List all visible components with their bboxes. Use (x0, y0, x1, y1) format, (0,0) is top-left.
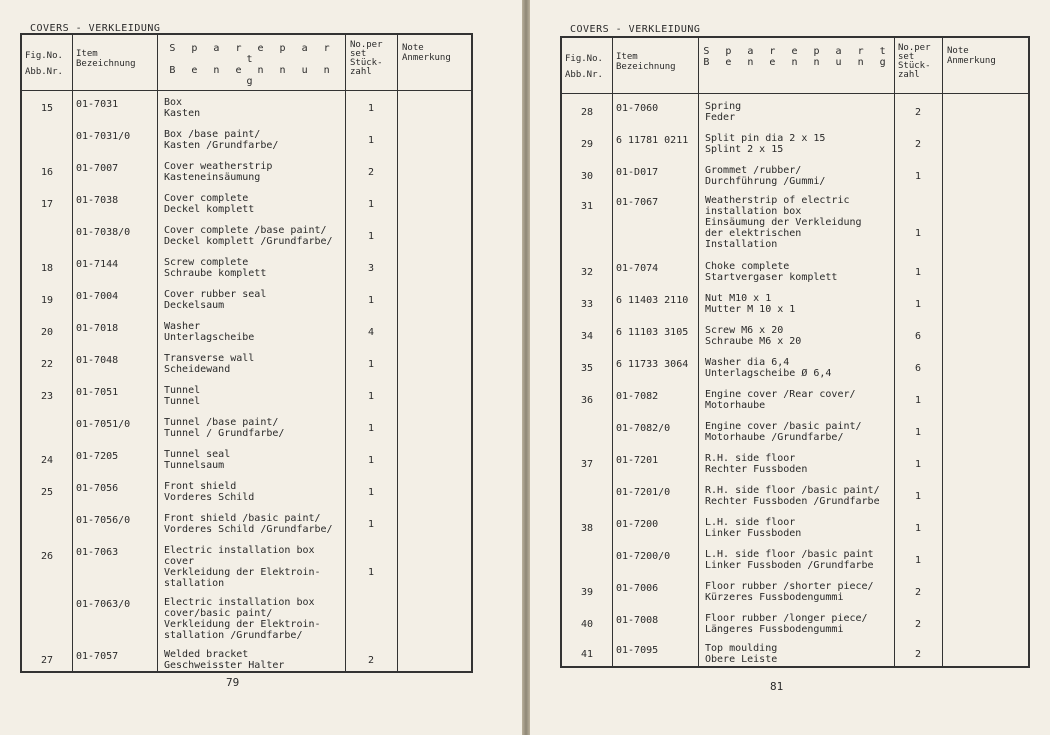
header-abb-label: Abb.Nr. (25, 67, 63, 77)
quantity: 3 (367, 263, 375, 274)
part-description: Welded bracket Geschweisster Halter (164, 649, 285, 671)
item-number: 01-7200 (616, 519, 659, 530)
part-description: Split pin dia 2 x 15 Splint 2 x 15 (705, 133, 826, 155)
part-description: Box Kasten (164, 97, 201, 119)
header-spare-de-label: B e n e n n u n g (703, 57, 891, 68)
fig-number: 28 (580, 107, 594, 118)
item-number: 01-7144 (76, 259, 119, 270)
fig-number: 38 (580, 523, 594, 534)
item-number: 01-7095 (616, 645, 659, 656)
quantity: 1 (367, 423, 375, 434)
header-note-de-label: Anmerkung (402, 53, 451, 63)
quantity: 1 (367, 295, 375, 306)
header-qty-line: Stück- (350, 58, 383, 68)
header-fig (25, 51, 63, 77)
header-abb-label: Abb.Nr. (565, 70, 603, 80)
part-description: Tunnel seal Tunnelsaum (164, 449, 231, 471)
header-spare-label: S p a r e p a r t (703, 46, 891, 57)
quantity: 1 (914, 555, 922, 566)
quantity: 6 (914, 331, 922, 342)
quantity: 2 (914, 107, 922, 118)
item-number: 01-7082/0 (616, 423, 671, 434)
header-qty-line: No.per (898, 43, 931, 53)
fig-number: 19 (40, 295, 54, 306)
item-number: 01-7051/0 (76, 419, 131, 430)
item-number: 01-7067 (616, 197, 659, 208)
header-note-label: Note (402, 43, 424, 53)
header-qty (350, 41, 383, 77)
part-description: R.H. side floor Rechter Fussboden (705, 453, 808, 475)
quantity: 1 (914, 395, 922, 406)
header-item-label: Item (616, 52, 638, 62)
section-title: COVERS - VERKLEIDUNG (570, 24, 701, 35)
quantity: 1 (914, 491, 922, 502)
header-spare-de-label: B e n e n n u n g (169, 65, 335, 87)
header-spare-part (162, 43, 342, 87)
quantity: 2 (914, 587, 922, 598)
quantity: 1 (914, 171, 922, 182)
part-description: Grommet /rubber/ Durchführung /Gummi/ (705, 165, 826, 187)
fig-number: 37 (580, 459, 594, 470)
fig-number: 15 (40, 103, 54, 114)
part-description: Screw complete Schraube komplett (164, 257, 267, 279)
part-description: Front shield Vorderes Schild (164, 481, 255, 503)
quantity: 1 (367, 519, 375, 530)
part-description: Spring Feder (705, 101, 742, 123)
fig-number: 35 (580, 363, 594, 374)
item-number: 01-7200/0 (616, 551, 671, 562)
item-number: 01-7004 (76, 291, 119, 302)
parts-table (560, 36, 1030, 668)
item-number: 01-7051 (76, 387, 119, 398)
quantity: 1 (367, 231, 375, 242)
fig-number: 22 (40, 359, 54, 370)
item-number: 01-7205 (76, 451, 119, 462)
header-item (616, 52, 676, 72)
book-gutter (522, 0, 530, 735)
quantity: 1 (367, 391, 375, 402)
table-body (562, 95, 1028, 666)
part-description: Electric installation box cover Verkleidung der Elektroin- stallation (164, 545, 321, 589)
item-number: 01-7056/0 (76, 515, 131, 526)
quantity: 1 (367, 455, 375, 466)
header-qty-line: set (350, 49, 367, 59)
part-description: Nut M10 x 1 Mutter M 10 x 1 (705, 293, 796, 315)
fig-number: 31 (580, 201, 594, 212)
part-description: Engine cover /Rear cover/ Motorhaube (705, 389, 856, 411)
fig-number: 20 (40, 327, 54, 338)
fig-number: 29 (580, 139, 594, 150)
right-page (530, 0, 1050, 735)
part-description: Floor rubber /longer piece/ Längeres Fussbodengummi (705, 613, 868, 635)
part-description: L.H. side floor Linker Fussboden (705, 517, 802, 539)
quantity: 1 (914, 228, 922, 239)
header-qty-line: set (898, 52, 915, 62)
parts-table (20, 33, 473, 673)
quantity: 1 (914, 523, 922, 534)
header-fig-label: Fig.No. (25, 51, 63, 61)
item-number: 01-7031/0 (76, 131, 131, 142)
header-fig (565, 54, 603, 80)
fig-number: 23 (40, 391, 54, 402)
part-description: Screw M6 x 20 Schraube M6 x 20 (705, 325, 802, 347)
header-item-de-label: Bezeichnung (616, 62, 676, 72)
fig-number: 33 (580, 299, 594, 310)
fig-number: 39 (580, 587, 594, 598)
fig-number: 17 (40, 199, 54, 210)
quantity: 2 (367, 655, 375, 666)
item-number: 01-7057 (76, 651, 119, 662)
part-description: Cover rubber seal Deckelsaum (164, 289, 267, 311)
part-description: Transverse wall Scheidewand (164, 353, 255, 375)
quantity: 1 (914, 267, 922, 278)
quantity: 6 (914, 363, 922, 374)
part-description: Tunnel /base paint/ Tunnel / Grundfarbe/ (164, 417, 285, 439)
item-number: 01-7063 (76, 547, 119, 558)
fig-number: 32 (580, 267, 594, 278)
fig-number: 16 (40, 167, 54, 178)
header-fig-label: Fig.No. (565, 54, 603, 64)
fig-number: 40 (580, 619, 594, 630)
item-number: 01-7060 (616, 103, 659, 114)
table-header (562, 38, 1028, 94)
quantity: 1 (914, 299, 922, 310)
quantity: 1 (367, 487, 375, 498)
part-description: Choke complete Startvergaser komplett (705, 261, 838, 283)
item-number: 01-7038/0 (76, 227, 131, 238)
item-number: 6 11781 0211 (616, 135, 689, 146)
quantity: 4 (367, 327, 375, 338)
header-qty-line: zahl (898, 70, 920, 80)
header-qty (898, 44, 931, 80)
part-description: Box /base paint/ Kasten /Grundfarbe/ (164, 129, 279, 151)
item-number: 6 11403 2110 (616, 295, 689, 306)
header-note (402, 43, 451, 63)
quantity: 1 (367, 359, 375, 370)
part-description: Engine cover /basic paint/ Motorhaube /Grundfarbe/ (705, 421, 862, 443)
fig-number: 27 (40, 655, 54, 666)
header-item-label: Item (76, 49, 98, 59)
part-description: Weatherstrip of electric installation box Einsäumung der Verkleidung der elektrischen Installation (705, 195, 862, 250)
quantity: 1 (367, 135, 375, 146)
fig-number: 41 (580, 649, 594, 660)
page-number: 79 (226, 676, 240, 689)
fig-number: 36 (580, 395, 594, 406)
part-description: Cover weatherstrip Kasteneinsäumung (164, 161, 273, 183)
item-number: 01-7018 (76, 323, 119, 334)
item-number: 01-7038 (76, 195, 119, 206)
item-number: 01-7056 (76, 483, 119, 494)
quantity: 1 (367, 199, 375, 210)
part-description: Front shield /basic paint/ Vorderes Schild /Grundfarbe/ (164, 513, 333, 535)
part-description: Electric installation box cover/basic paint/ Verkleidung der Elektroin- stallation /Grundfarbe/ (164, 597, 321, 641)
page-number: 81 (770, 680, 784, 693)
fig-number: 18 (40, 263, 54, 274)
fig-number: 25 (40, 487, 54, 498)
quantity: 2 (914, 649, 922, 660)
table-body (22, 92, 471, 671)
header-qty-line: Stück- (898, 61, 931, 71)
part-description: Washer dia 6,4 Unterlagscheibe Ø 6,4 (705, 357, 832, 379)
header-qty-line: zahl (350, 67, 372, 77)
item-number: 01-7007 (76, 163, 119, 174)
item-number: 01-7031 (76, 99, 119, 110)
item-number: 01-7201 (616, 455, 659, 466)
header-item (76, 49, 136, 69)
item-number: 01-7082 (616, 391, 659, 402)
part-description: Tunnel Tunnel (164, 385, 201, 407)
item-number: 01-7063/0 (76, 599, 131, 610)
part-description: Washer Unterlagscheibe (164, 321, 255, 343)
part-description: Floor rubber /shorter piece/ Kürzeres Fussbodengummi (705, 581, 874, 603)
quantity: 1 (914, 459, 922, 470)
header-spare-part (703, 46, 891, 68)
item-number: 01-7006 (616, 583, 659, 594)
item-number: 01-7201/0 (616, 487, 671, 498)
item-number: 01-7048 (76, 355, 119, 366)
part-description: Top moulding Obere Leiste (705, 643, 778, 665)
header-spare-label: S p a r e p a r t (169, 43, 335, 65)
quantity: 1 (367, 103, 375, 114)
part-description: Cover complete Deckel komplett (164, 193, 255, 215)
item-number: 01-7008 (616, 615, 659, 626)
header-item-de-label: Bezeichnung (76, 59, 136, 69)
fig-number: 26 (40, 551, 54, 562)
header-note (947, 46, 996, 66)
part-description: R.H. side floor /basic paint/ Rechter Fussboden /Grundfarbe (705, 485, 880, 507)
header-qty-line: No.per (350, 40, 383, 50)
quantity: 1 (914, 427, 922, 438)
section-title: COVERS - VERKLEIDUNG (30, 23, 161, 34)
item-number: 01-7074 (616, 263, 659, 274)
fig-number: 24 (40, 455, 54, 466)
quantity: 1 (367, 567, 375, 578)
fig-number: 30 (580, 171, 594, 182)
part-description: L.H. side floor /basic paint Linker Fussboden /Grundfarbe (705, 549, 874, 571)
part-description: Cover complete /base paint/ Deckel komplett /Grundfarbe/ (164, 225, 333, 247)
fig-number: 34 (580, 331, 594, 342)
item-number: 6 11733 3064 (616, 359, 689, 370)
quantity: 2 (914, 619, 922, 630)
left-page (0, 0, 522, 735)
header-note-label: Note (947, 46, 969, 56)
quantity: 2 (914, 139, 922, 150)
header-note-de-label: Anmerkung (947, 56, 996, 66)
quantity: 2 (367, 167, 375, 178)
item-number: 01-D017 (616, 167, 659, 178)
table-header (22, 35, 471, 91)
item-number: 6 11103 3105 (616, 327, 689, 338)
